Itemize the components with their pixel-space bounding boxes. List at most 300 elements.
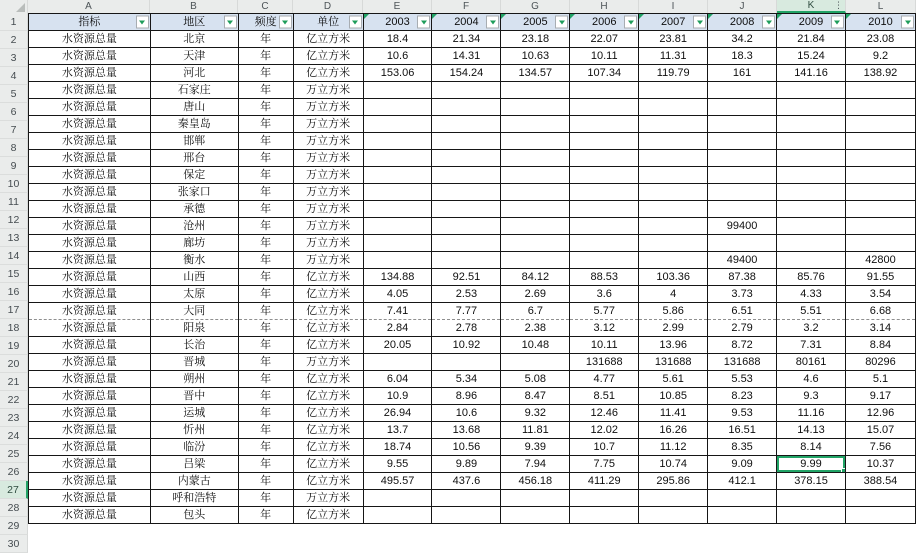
cell-C29[interactable]: 年 (238, 490, 293, 507)
cell-L27[interactable]: 10.37 (845, 456, 915, 473)
fill-handle[interactable] (841, 468, 846, 473)
column-letter-I[interactable] (639, 0, 708, 13)
cell-B17[interactable]: 太原 (150, 286, 238, 303)
row-number-25[interactable] (0, 445, 28, 463)
cell-A15[interactable]: 水资源总量 (29, 252, 151, 269)
cell-E5[interactable] (363, 82, 432, 99)
cell-D10[interactable]: 万立方米 (293, 167, 363, 184)
cell-E7[interactable] (363, 116, 432, 133)
select-all-corner[interactable] (0, 0, 28, 13)
cell-C22[interactable]: 年 (238, 371, 293, 388)
cell-D14[interactable]: 万立方米 (293, 235, 363, 252)
column-options-icon[interactable]: ⋮ (834, 0, 843, 10)
cell-I19[interactable]: 2.99 (639, 320, 708, 337)
cell-G7[interactable] (501, 116, 570, 133)
column-letter-D[interactable] (293, 0, 363, 13)
cell-A4[interactable]: 水资源总量 (29, 65, 151, 82)
cell-K2[interactable]: 21.84 (777, 31, 846, 48)
cell-F14[interactable] (432, 235, 501, 252)
cell-I10[interactable] (639, 167, 708, 184)
filter-dropdown-icon[interactable] (762, 16, 775, 29)
cell-L14[interactable] (845, 235, 915, 252)
cell-K21[interactable]: 80161 (777, 354, 846, 371)
cell-J6[interactable] (708, 99, 777, 116)
cell-E17[interactable]: 4.05 (363, 286, 432, 303)
cell-E16[interactable]: 134.88 (363, 269, 432, 286)
column-letter-K[interactable] (777, 0, 846, 13)
cell-K29[interactable] (777, 490, 846, 507)
cell-D6[interactable]: 万立方米 (293, 99, 363, 116)
cell-K4[interactable]: 141.16 (777, 65, 846, 82)
cell-F13[interactable] (432, 218, 501, 235)
cell-G22[interactable]: 5.08 (501, 371, 570, 388)
cell-B2[interactable]: 北京 (150, 31, 238, 48)
cell-G24[interactable]: 9.32 (501, 405, 570, 422)
cell-E3[interactable]: 10.6 (363, 48, 432, 65)
cell-L24[interactable]: 12.96 (845, 405, 915, 422)
cell-G17[interactable]: 2.69 (501, 286, 570, 303)
cell-L2[interactable]: 23.08 (845, 31, 915, 48)
column-letter-J[interactable] (708, 0, 777, 13)
cell-E12[interactable] (363, 201, 432, 218)
cell-G30[interactable] (501, 507, 570, 524)
cell-H12[interactable] (570, 201, 639, 218)
cell-F24[interactable]: 10.6 (432, 405, 501, 422)
cell-G27[interactable]: 7.94 (501, 456, 570, 473)
cell-I4[interactable]: 119.79 (639, 65, 708, 82)
cell-K6[interactable] (777, 99, 846, 116)
header-cell-E1[interactable] (363, 14, 432, 31)
cell-K12[interactable] (777, 201, 846, 218)
cell-L21[interactable]: 80296 (845, 354, 915, 371)
cell-L17[interactable]: 3.54 (845, 286, 915, 303)
cell-C9[interactable]: 年 (238, 150, 293, 167)
cell-E25[interactable]: 13.7 (363, 422, 432, 439)
cell-E26[interactable]: 18.74 (363, 439, 432, 456)
cell-F11[interactable] (432, 184, 501, 201)
cell-A14[interactable]: 水资源总量 (29, 235, 151, 252)
cell-G15[interactable] (501, 252, 570, 269)
cell-H30[interactable] (570, 507, 639, 524)
cell-J11[interactable] (708, 184, 777, 201)
cell-G18[interactable]: 6.7 (501, 303, 570, 320)
cell-D23[interactable]: 亿立方米 (293, 388, 363, 405)
cell-A29[interactable]: 水资源总量 (29, 490, 151, 507)
cell-F22[interactable]: 5.34 (432, 371, 501, 388)
cell-F6[interactable] (432, 99, 501, 116)
cell-G29[interactable] (501, 490, 570, 507)
cell-C27[interactable]: 年 (238, 456, 293, 473)
cell-F28[interactable]: 437.6 (432, 473, 501, 490)
cell-G16[interactable]: 84.12 (501, 269, 570, 286)
cell-I23[interactable]: 10.85 (639, 388, 708, 405)
cell-C21[interactable]: 年 (238, 354, 293, 371)
row-number-17[interactable] (0, 301, 28, 319)
cell-C30[interactable]: 年 (238, 507, 293, 524)
cell-B28[interactable]: 内蒙古 (150, 473, 238, 490)
filter-dropdown-icon[interactable] (136, 16, 149, 29)
cell-H25[interactable]: 12.02 (570, 422, 639, 439)
cell-K19[interactable]: 3.2 (777, 320, 846, 337)
cell-F5[interactable] (432, 82, 501, 99)
cell-L7[interactable] (845, 116, 915, 133)
cell-D12[interactable]: 万立方米 (293, 201, 363, 218)
cell-L30[interactable] (845, 507, 915, 524)
cell-K20[interactable]: 7.31 (777, 337, 846, 354)
cell-G10[interactable] (501, 167, 570, 184)
cell-J9[interactable] (708, 150, 777, 167)
cell-G6[interactable] (501, 99, 570, 116)
cell-D25[interactable]: 亿立方米 (293, 422, 363, 439)
cell-L8[interactable] (845, 133, 915, 150)
cell-G25[interactable]: 11.81 (501, 422, 570, 439)
cell-L11[interactable] (845, 184, 915, 201)
cell-L29[interactable] (845, 490, 915, 507)
cell-H27[interactable]: 7.75 (570, 456, 639, 473)
cell-F25[interactable]: 13.68 (432, 422, 501, 439)
row-number-29[interactable] (0, 517, 28, 535)
cell-H28[interactable]: 411.29 (570, 473, 639, 490)
cell-G4[interactable]: 134.57 (501, 65, 570, 82)
cell-H22[interactable]: 4.77 (570, 371, 639, 388)
cell-A26[interactable]: 水资源总量 (29, 439, 151, 456)
cell-K23[interactable]: 9.3 (777, 388, 846, 405)
cell-L3[interactable]: 9.2 (845, 48, 915, 65)
cell-L13[interactable] (845, 218, 915, 235)
cell-B27[interactable]: 吕梁 (150, 456, 238, 473)
cell-J3[interactable]: 18.3 (708, 48, 777, 65)
cell-H26[interactable]: 10.7 (570, 439, 639, 456)
cell-I27[interactable]: 10.74 (639, 456, 708, 473)
cell-A3[interactable]: 水资源总量 (29, 48, 151, 65)
cell-E23[interactable]: 10.9 (363, 388, 432, 405)
cell-K22[interactable]: 4.6 (777, 371, 846, 388)
cell-J20[interactable]: 8.72 (708, 337, 777, 354)
cell-H5[interactable] (570, 82, 639, 99)
cell-C13[interactable]: 年 (238, 218, 293, 235)
cell-J27[interactable]: 9.09 (708, 456, 777, 473)
cell-B16[interactable]: 山西 (150, 269, 238, 286)
cell-H13[interactable] (570, 218, 639, 235)
cell-I21[interactable]: 131688 (639, 354, 708, 371)
header-cell-A1[interactable] (29, 14, 151, 31)
cell-A5[interactable]: 水资源总量 (29, 82, 151, 99)
cell-A9[interactable]: 水资源总量 (29, 150, 151, 167)
cell-K5[interactable] (777, 82, 846, 99)
row-number-24[interactable] (0, 427, 28, 445)
filter-dropdown-icon[interactable] (901, 16, 914, 29)
cell-G14[interactable] (501, 235, 570, 252)
column-letter-C[interactable] (238, 0, 293, 13)
cell-A7[interactable]: 水资源总量 (29, 116, 151, 133)
cell-F26[interactable]: 10.56 (432, 439, 501, 456)
header-cell-H1[interactable] (570, 14, 639, 31)
cell-F10[interactable] (432, 167, 501, 184)
cell-C28[interactable]: 年 (238, 473, 293, 490)
row-number-27[interactable] (0, 481, 28, 499)
cell-J4[interactable]: 161 (708, 65, 777, 82)
header-cell-I1[interactable] (639, 14, 708, 31)
cell-B23[interactable]: 晋中 (150, 388, 238, 405)
header-cell-G1[interactable] (501, 14, 570, 31)
cell-E21[interactable] (363, 354, 432, 371)
cell-D8[interactable]: 万立方米 (293, 133, 363, 150)
row-number-3[interactable] (0, 49, 28, 67)
cell-F3[interactable]: 14.31 (432, 48, 501, 65)
cell-I16[interactable]: 103.36 (639, 269, 708, 286)
cell-J14[interactable] (708, 235, 777, 252)
cell-J17[interactable]: 3.73 (708, 286, 777, 303)
filter-dropdown-icon[interactable] (555, 16, 568, 29)
row-number-26[interactable] (0, 463, 28, 481)
cell-D2[interactable]: 亿立方米 (293, 31, 363, 48)
cell-B19[interactable]: 阳泉 (150, 320, 238, 337)
cell-D21[interactable]: 万立方米 (293, 354, 363, 371)
cell-L10[interactable] (845, 167, 915, 184)
cell-H8[interactable] (570, 133, 639, 150)
cell-C26[interactable]: 年 (238, 439, 293, 456)
cell-H4[interactable]: 107.34 (570, 65, 639, 82)
cell-C7[interactable]: 年 (238, 116, 293, 133)
cell-L19[interactable]: 3.14 (845, 320, 915, 337)
row-number-10[interactable] (0, 175, 28, 193)
cell-K28[interactable]: 378.15 (777, 473, 846, 490)
cell-J10[interactable] (708, 167, 777, 184)
cell-I25[interactable]: 16.26 (639, 422, 708, 439)
cell-J19[interactable]: 2.79 (708, 320, 777, 337)
row-number-22[interactable] (0, 391, 28, 409)
cell-B12[interactable]: 承德 (150, 201, 238, 218)
cell-E19[interactable]: 2.84 (363, 320, 432, 337)
cell-D28[interactable]: 亿立方米 (293, 473, 363, 490)
cell-K26[interactable]: 8.14 (777, 439, 846, 456)
cell-C25[interactable]: 年 (238, 422, 293, 439)
cell-D4[interactable]: 亿立方米 (293, 65, 363, 82)
cell-A22[interactable]: 水资源总量 (29, 371, 151, 388)
cell-K15[interactable] (777, 252, 846, 269)
cell-F16[interactable]: 92.51 (432, 269, 501, 286)
cell-D24[interactable]: 亿立方米 (293, 405, 363, 422)
cell-J28[interactable]: 412.1 (708, 473, 777, 490)
column-letter-E[interactable] (363, 0, 432, 13)
cell-H7[interactable] (570, 116, 639, 133)
row-number-7[interactable] (0, 121, 28, 139)
header-cell-D1[interactable] (293, 14, 363, 31)
cell-E15[interactable] (363, 252, 432, 269)
cell-E9[interactable] (363, 150, 432, 167)
cell-A30[interactable]: 水资源总量 (29, 507, 151, 524)
row-number-19[interactable] (0, 337, 28, 355)
cell-I9[interactable] (639, 150, 708, 167)
cell-I20[interactable]: 13.96 (639, 337, 708, 354)
cell-G26[interactable]: 9.39 (501, 439, 570, 456)
cell-L4[interactable]: 138.92 (845, 65, 915, 82)
cell-J7[interactable] (708, 116, 777, 133)
filter-dropdown-icon[interactable] (693, 16, 706, 29)
cell-F2[interactable]: 21.34 (432, 31, 501, 48)
cell-F4[interactable]: 154.24 (432, 65, 501, 82)
filter-dropdown-icon[interactable] (224, 16, 237, 29)
cell-K7[interactable] (777, 116, 846, 133)
cell-D15[interactable]: 万立方米 (293, 252, 363, 269)
cell-L25[interactable]: 15.07 (845, 422, 915, 439)
cell-A11[interactable]: 水资源总量 (29, 184, 151, 201)
cell-D9[interactable]: 万立方米 (293, 150, 363, 167)
cell-B30[interactable]: 包头 (150, 507, 238, 524)
cell-A12[interactable]: 水资源总量 (29, 201, 151, 218)
cell-J29[interactable] (708, 490, 777, 507)
cell-F19[interactable]: 2.78 (432, 320, 501, 337)
header-cell-B1[interactable] (150, 14, 238, 31)
cell-A2[interactable]: 水资源总量 (29, 31, 151, 48)
cell-K25[interactable]: 14.13 (777, 422, 846, 439)
row-number-20[interactable] (0, 355, 28, 373)
cell-C12[interactable]: 年 (238, 201, 293, 218)
cell-I29[interactable] (639, 490, 708, 507)
cell-G21[interactable] (501, 354, 570, 371)
cell-L26[interactable]: 7.56 (845, 439, 915, 456)
cell-E6[interactable] (363, 99, 432, 116)
cell-H6[interactable] (570, 99, 639, 116)
column-letter-B[interactable] (150, 0, 238, 13)
cell-K11[interactable] (777, 184, 846, 201)
cell-J30[interactable] (708, 507, 777, 524)
cell-F20[interactable]: 10.92 (432, 337, 501, 354)
cell-F18[interactable]: 7.77 (432, 303, 501, 320)
column-letter-F[interactable] (432, 0, 501, 13)
cell-L16[interactable]: 91.55 (845, 269, 915, 286)
cell-J8[interactable] (708, 133, 777, 150)
cell-L6[interactable] (845, 99, 915, 116)
cell-I26[interactable]: 11.12 (639, 439, 708, 456)
cell-K16[interactable]: 85.76 (777, 269, 846, 286)
cell-K18[interactable]: 5.51 (777, 303, 846, 320)
cell-H10[interactable] (570, 167, 639, 184)
cell-D13[interactable]: 万立方米 (293, 218, 363, 235)
cell-H15[interactable] (570, 252, 639, 269)
cell-I6[interactable] (639, 99, 708, 116)
cell-B18[interactable]: 大同 (150, 303, 238, 320)
cell-K8[interactable] (777, 133, 846, 150)
row-number-28[interactable] (0, 499, 28, 517)
cell-D19[interactable]: 亿立方米 (293, 320, 363, 337)
cell-E2[interactable]: 18.4 (363, 31, 432, 48)
cell-E29[interactable] (363, 490, 432, 507)
cell-I14[interactable] (639, 235, 708, 252)
cell-B5[interactable]: 石家庄 (150, 82, 238, 99)
cell-G11[interactable] (501, 184, 570, 201)
cell-B4[interactable]: 河北 (150, 65, 238, 82)
cell-K14[interactable] (777, 235, 846, 252)
cell-D22[interactable]: 亿立方米 (293, 371, 363, 388)
cell-K27[interactable]: 9.99 (777, 456, 846, 473)
cell-I11[interactable] (639, 184, 708, 201)
cell-L9[interactable] (845, 150, 915, 167)
filter-dropdown-icon[interactable] (279, 16, 292, 29)
cell-L15[interactable]: 42800 (845, 252, 915, 269)
header-cell-F1[interactable] (432, 14, 501, 31)
cell-E24[interactable]: 26.94 (363, 405, 432, 422)
cell-I5[interactable] (639, 82, 708, 99)
cell-I2[interactable]: 23.81 (639, 31, 708, 48)
cell-J25[interactable]: 16.51 (708, 422, 777, 439)
cell-H29[interactable] (570, 490, 639, 507)
cell-L23[interactable]: 9.17 (845, 388, 915, 405)
cell-D26[interactable]: 亿立方米 (293, 439, 363, 456)
cell-B22[interactable]: 朔州 (150, 371, 238, 388)
cell-C17[interactable]: 年 (238, 286, 293, 303)
cell-B8[interactable]: 邯郸 (150, 133, 238, 150)
cell-F27[interactable]: 9.89 (432, 456, 501, 473)
cell-G28[interactable]: 456.18 (501, 473, 570, 490)
cell-E10[interactable] (363, 167, 432, 184)
cell-A8[interactable]: 水资源总量 (29, 133, 151, 150)
filter-dropdown-icon[interactable] (349, 16, 362, 29)
row-number-11[interactable] (0, 193, 28, 211)
cell-B15[interactable]: 衡水 (150, 252, 238, 269)
cell-I13[interactable] (639, 218, 708, 235)
cell-H16[interactable]: 88.53 (570, 269, 639, 286)
cell-E14[interactable] (363, 235, 432, 252)
column-letter-L[interactable] (846, 0, 916, 13)
cell-B21[interactable]: 晋城 (150, 354, 238, 371)
row-number-21[interactable] (0, 373, 28, 391)
cell-C10[interactable]: 年 (238, 167, 293, 184)
cell-A18[interactable]: 水资源总量 (29, 303, 151, 320)
cell-H3[interactable]: 10.11 (570, 48, 639, 65)
cell-E13[interactable] (363, 218, 432, 235)
cell-H24[interactable]: 12.46 (570, 405, 639, 422)
cell-K13[interactable] (777, 218, 846, 235)
cell-G9[interactable] (501, 150, 570, 167)
cell-K17[interactable]: 4.33 (777, 286, 846, 303)
cell-E8[interactable] (363, 133, 432, 150)
cell-F9[interactable] (432, 150, 501, 167)
cell-A10[interactable]: 水资源总量 (29, 167, 151, 184)
row-number-13[interactable] (0, 229, 28, 247)
cell-L12[interactable] (845, 201, 915, 218)
row-number-23[interactable] (0, 409, 28, 427)
cell-K24[interactable]: 11.16 (777, 405, 846, 422)
cell-I3[interactable]: 11.31 (639, 48, 708, 65)
cell-J23[interactable]: 8.23 (708, 388, 777, 405)
row-number-15[interactable] (0, 265, 28, 283)
row-number-2[interactable] (0, 31, 28, 49)
cell-A21[interactable]: 水资源总量 (29, 354, 151, 371)
cell-D20[interactable]: 亿立方米 (293, 337, 363, 354)
cell-I18[interactable]: 5.86 (639, 303, 708, 320)
cell-A27[interactable]: 水资源总量 (29, 456, 151, 473)
cell-C8[interactable]: 年 (238, 133, 293, 150)
cell-H23[interactable]: 8.51 (570, 388, 639, 405)
cell-G19[interactable]: 2.38 (501, 320, 570, 337)
cell-C11[interactable]: 年 (238, 184, 293, 201)
cell-D18[interactable]: 亿立方米 (293, 303, 363, 320)
cell-B26[interactable]: 临汾 (150, 439, 238, 456)
cell-B9[interactable]: 邢台 (150, 150, 238, 167)
cell-G13[interactable] (501, 218, 570, 235)
cell-C4[interactable]: 年 (238, 65, 293, 82)
cell-H14[interactable] (570, 235, 639, 252)
cell-A28[interactable]: 水资源总量 (29, 473, 151, 490)
cell-H20[interactable]: 10.11 (570, 337, 639, 354)
cell-F29[interactable] (432, 490, 501, 507)
cell-I17[interactable]: 4 (639, 286, 708, 303)
cell-B25[interactable]: 忻州 (150, 422, 238, 439)
row-number-16[interactable] (0, 283, 28, 301)
cell-K9[interactable] (777, 150, 846, 167)
cell-I30[interactable] (639, 507, 708, 524)
